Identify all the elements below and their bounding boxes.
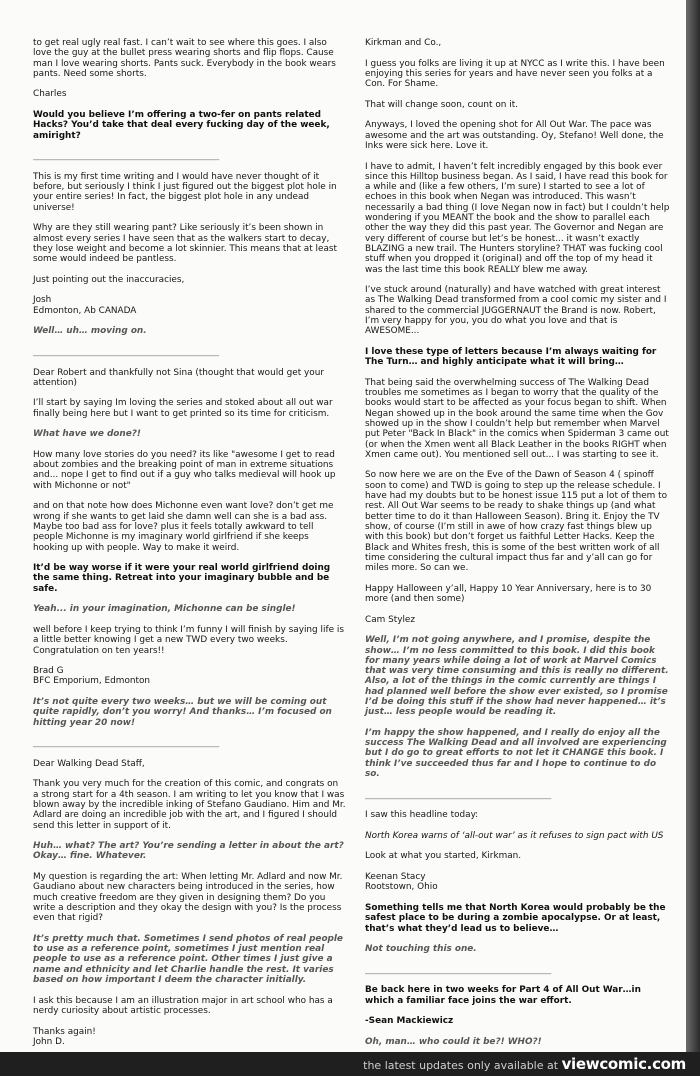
letter-paragraph: How many love stories do you need? its like "awesome I get to read about zombies and the breaking point of man in extreme situations and... nope I get to find out if a guy who talks medieval will hook up with Michonne or not" [33, 449, 336, 491]
section-separator: ______________________________________________ [33, 738, 219, 749]
right-column [365, 38, 672, 1052]
section-separator: ______________________________________________ [33, 346, 219, 357]
editor-reply-italic: What have we done?! [33, 429, 141, 440]
letter-paragraph: well before I keep trying to think I’m funny I will finish by saying life is a little better knowing I get a new TWD every two weeks. Congratulation on ten years!! [33, 624, 344, 656]
letter-paragraph: I’ve stuck around (naturally) and have watched with great interest as The Walking Dead transformed from a cool comic my sister and I shared to the commercial JUGGERNAUT the Brand is now. Robert, I’m very happy for you, you do what you love and that is AWESOME... [365, 285, 667, 337]
page-edge-shadow [686, 0, 700, 1076]
letter-paragraph: Charles [33, 89, 67, 100]
editor-reply-bold: Something tells me that North Korea would probably be the safest place to be during a zombie apocalypse. Or at least, that’s what they’d lead us to believe… [365, 902, 666, 934]
letter-paragraph: I have to admit, I haven’t felt incredibly engaged by this book ever since this Hilltop business began. As I said, I have read this book for a while and (like a few others, I’m sure) I started to see a lot of echoes in this book when Negan was introduced. This wasn’t necessarily a bad thing (I love Negan now in fact) but I couldn’t help wondering if you MEANT the book and the show to parallel each other the way they did this past year. The Governor and Negan are very different of course but let’s be honest... it wasn’t exactly BLAZING a new trail. The Hunters storyline? THAT was fucking cool stuff when you dropped it (original) and off the top of my head it was the last time this book REALLY blew me away. [365, 161, 670, 275]
letter-paragraph: I ask this because I am an illustration major in art school who has a nerdy curiosity about artistic processes. [33, 995, 333, 1016]
letter-paragraph: I saw this headline today: [365, 810, 479, 821]
letter-paragraph: Look at what you started, Kirkman. [365, 851, 522, 862]
watermark-brand[interactable]: viewcomic.com [561, 1055, 686, 1073]
letter-paragraph: Dear Robert and thankfully not Sina (thought that would get your attention) [33, 367, 324, 388]
editor-reply-italic: It’s pretty much that. Sometimes I send photos of real people to use as a reference point, sometimes I just mention real people to use as a reference point. Other times I just give a name and ethnicity and let Charlie handle the rest. It varies based on how important I deem the character initially. [33, 933, 343, 986]
editor-reply-italic: Well… uh… moving on. [33, 326, 147, 337]
editor-reply-italic: Huh… what? The art? You’re sending a letter in about the art? Okay… fine. Whatever. [33, 841, 344, 862]
section-separator: ______________________________________________ [365, 789, 551, 800]
letter-signature: Brad G BFC Emporium, Edmonton [33, 666, 151, 687]
editor-reply-italic: I’m happy the show happened, and I really do enjoy all the success The Walking Dead and all involved are experiencing but I do go to great efforts to not let it CHANGE this book. I think I’ve succeeded thus far and I hope to continue to do so. [365, 727, 667, 780]
watermark-prefix: the latest updates only available at [363, 1059, 559, 1072]
letter-paragraph: My question is regarding the art: When letting Mr. Adlard and now Mr. Gaudiano about new characters being introduced in the series, how much creative freedom are they given in designing them? Do you write a description and they okay the design with you? Is the process even that rigid? [33, 872, 343, 924]
editor-reply-bold: It’d be way worse if it were your real world girlfriend doing the same thing. Retreat into your imaginary bubble and be safe. [33, 563, 331, 594]
letter-paragraph: and on that note how does Michonne even want love? don’t get me wrong if she wants to get laid she damn well can she is a bad ass. Maybe too bad ass for love? plus it feels totally awkward to tell people Michonne is my imaginary world girlfriend if she keeps hooking up with people. Way to make it weird. [33, 501, 334, 553]
letter-paragraph: I guess you folks are living it up at NYCC as I write this. I have been enjoying this series for years and have never seen you folks at a Con. For Shame. [365, 58, 665, 90]
letter-paragraph: I’ll start by saying Im loving the series and stoked about all out war finally being here but I want to get printed so its time for criticism. [33, 398, 333, 419]
section-separator: ______________________________________________ [33, 151, 219, 162]
watermark-footer[interactable] [363, 1055, 686, 1073]
letter-paragraph: to get real ugly real fast. I can’t wait to see where this goes. I also love the guy at the bullet press wearing shorts and flip flops. Cause man I love wearing shorts. Pants suck. Everybody in the book wears pants. Need some shorts. [33, 38, 336, 79]
letter-paragraph: That being said the overwhelming success of The Walking Dead troubles me sometimes as I began to worry that the quality of the books would start to be affected as your focus began to shift. When Negan showed up in the book around the same time when the Gov showed up in the show I couldn’t help but remember when Marvel put Peter "Back In Black" in the comics when Spiderman 3 came out (or when the Xmen went all Black Leather in the books RIGHT when Xmen came out). You mentioned sell out... I was starting to see it. [365, 377, 669, 460]
letter-paragraph: Happy Halloween y’all, Happy 10 Year Anniversary, here is to 30 more (and then some) [365, 583, 652, 605]
editor-reply-italic: Not touching this one. [365, 944, 477, 955]
letter-signature: Josh Edmonton, Ab CANADA [33, 295, 137, 316]
quoted-headline: North Korea warns of ‘all-out war’ as it refuses to sign pact with US [365, 830, 664, 841]
section-separator: ______________________________________________ [365, 964, 551, 975]
letter-paragraph: Why are they still wearing pant? Like seriously it’s been shown in almost every series I have seen that as the walkers start to decay, they lose weight and become a lot skinnier. This means that at least some would indeed be pantless. [33, 223, 337, 265]
left-column [33, 38, 346, 1052]
editor-reply-bold: Be back here in two weeks for Part 4 of All Out War…in which a familiar face joins the war effort. [365, 985, 641, 1006]
letter-paragraph: Anyways, I loved the opening shot for All Out War. The pace was awesome and the art was outstanding. Oy, Stefano! Well done, the Inks were sick here. Love it. [365, 120, 664, 151]
editor-reply-bold: Would you believe I’m offering a two-fer on pants related Hacks? You’d take that deal every fucking day of the week, amiright? [33, 110, 330, 141]
letter-paragraph: So now here we are on the Eve of the Dawn of Season 4 ( spinoff soon to come) and TWD is going to step up the release schedule. I have had my doubts but to be honest issue 115 put a lot of them to rest. All Out War seems to be ready to shake things up (and what better time to do it than Halloween Season). Bring it. Enjoy the TV show, of course (I’m still in awe of how crazy fast things blew up with this book) but don’t forget us faithful Letter Hacks. Keep the Black and Whites fresh, this is some of the best written work of all time considering the cultural impact thus far and y’all can go for miles more. So can we. [365, 470, 668, 574]
editor-reply-bold: I love these type of letters because I’m always waiting for The Turn… and highly anticipate what it will bring… [365, 346, 657, 368]
letter-paragraph: This is my first time writing and I would have never thought of it before, but seriously I think I just figured out the biggest plot hole in your entire series! In fact, the biggest plot hole in any undead universe! [33, 171, 337, 213]
letter-paragraph: That will change soon, count on it. [365, 99, 518, 110]
letter-signature: Keenan Stacy Rootstown, Ohio [365, 872, 438, 893]
letter-signature: Thanks again! John D. [33, 1026, 96, 1047]
letter-paragraph: Thank you very much for the creation of this comic, and congrats on a strong start for a 4th season. I am writing to let you know that I was blown away by the incredible inking of Stefano Gaudiano. Him and Mr. Adlard are doing an incredible job with the art, and I figured I should send this letter in support of it. [33, 779, 346, 831]
editor-reply-italic: Well, I’m not going anywhere, and I promise, despite the show… I’m no less committed to this book. I did this book for many years while doing a lot of work at Marvel Comics that was very time consuming and this is really no different. Also, a lot of the things in the comic currently are things I had planned well before the show ever existed, so I promise I’d be doing this stuff if the show had never happened… it’s just… less people would be reading it. [365, 635, 669, 718]
letter-paragraph: Just pointing out the inaccuracies, [33, 274, 185, 285]
letter-paragraph: Kirkman and Co., [365, 38, 442, 48]
editor-reply-italic: Yeah... in your imagination, Michonne can be single! [33, 604, 296, 615]
editor-reply-italic: Oh, man… who could it be?! WHO?! [365, 1036, 542, 1047]
letter-paragraph: Cam Stylez [365, 614, 416, 625]
letter-paragraph: Dear Walking Dead Staff, [33, 758, 145, 769]
editor-reply-bold: -Sean Mackiewicz [365, 1016, 454, 1027]
editor-reply-italic: It’s not quite every two weeks… but we will be coming out quite rapidly, don’t you worry! And thanks… I’m focused on hitting year 20 now! [33, 697, 332, 728]
